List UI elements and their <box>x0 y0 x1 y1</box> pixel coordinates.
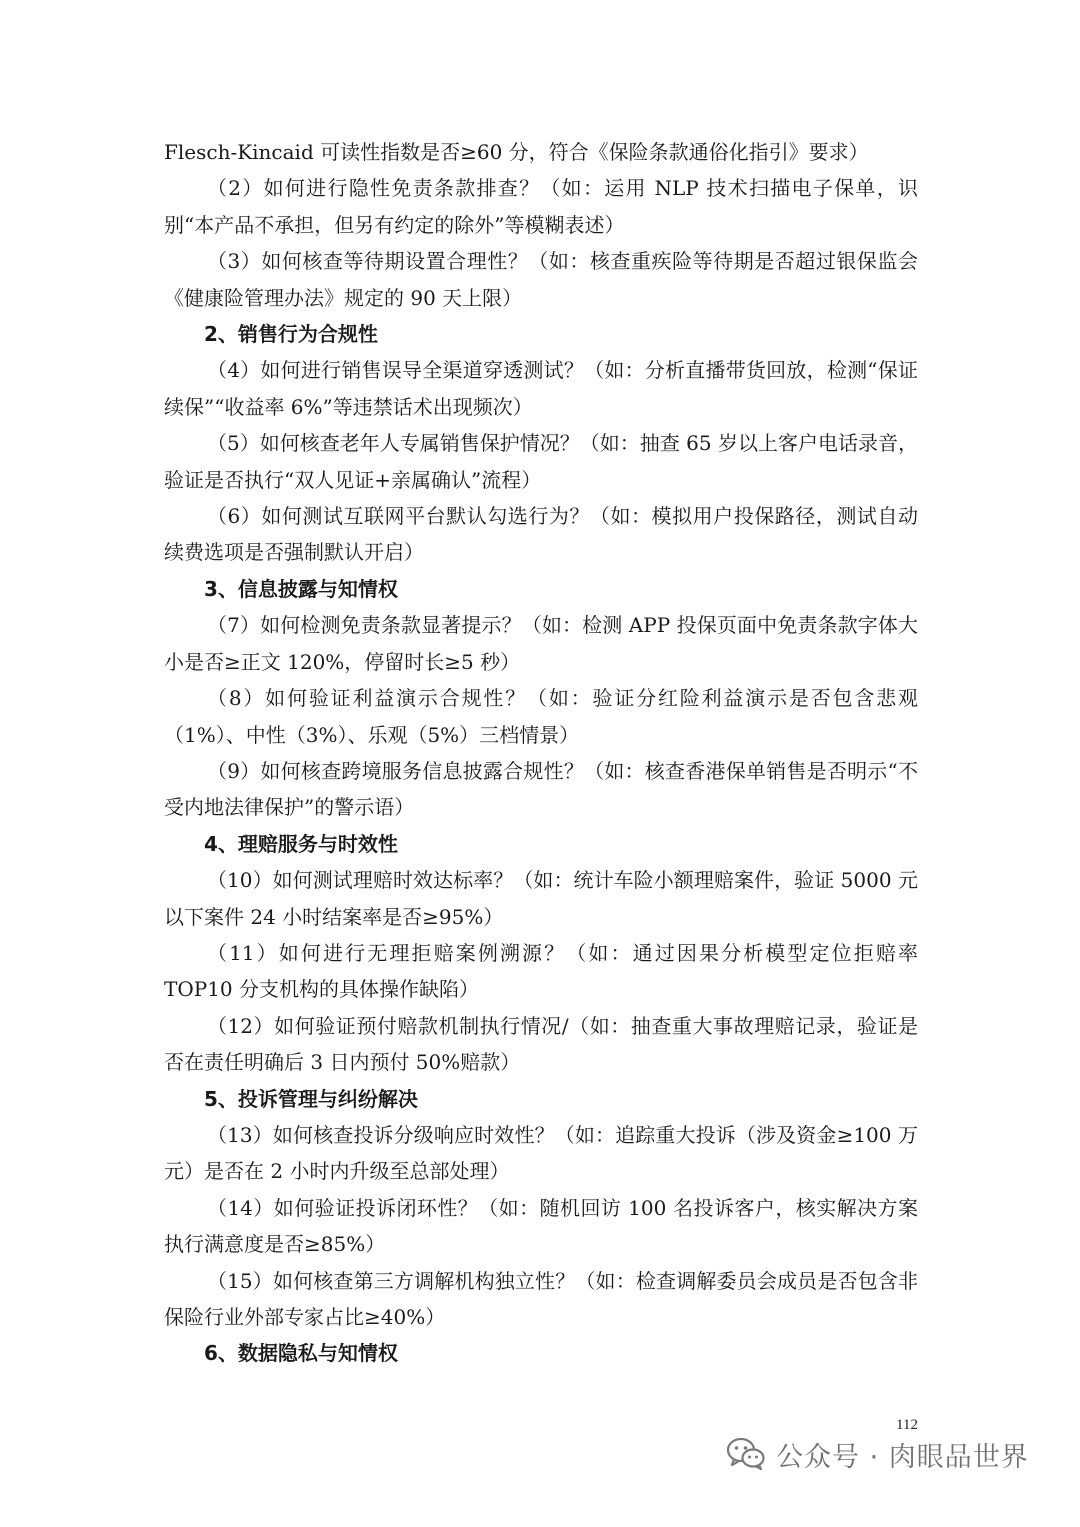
document-body <box>164 134 918 1372</box>
page-number: 112 <box>896 1417 918 1433</box>
question-item: （12）如何验证预付赔款机制执行情况/（如：抽查重大事故理赔记录，验证是否在责任明确后 3 日内预付 50%赔款） <box>164 1013 918 1075</box>
question-item: （9）如何核查跨境服务信息披露合规性？（如：核查香港保单销售是否明示“不受内地法律保护”的警示语） <box>164 758 918 820</box>
wechat-icon <box>726 1437 766 1471</box>
question-item: （5）如何核查老年人专属销售保护情况？（如：抽查 65 岁以上客户电话录音，验证是否执行“双人见证+亲属确认”流程） <box>164 431 918 492</box>
paragraph-continued: Flesch-Kincaid 可读性指数是否≥60 分，符合《保险条款通俗化指引》要求） <box>164 140 869 164</box>
question-item: （13）如何核查投诉分级响应时效性？（如：追踪重大投诉（涉及资金≥100 万元）是否在 2 小时内升级至总部处理） <box>164 1122 918 1184</box>
question-item: （2）如何进行隐性免责条款排查？（如：运用 NLP 技术扫描电子保单，识别“本产品不承担，但另有约定的除外”等模糊表述） <box>164 176 918 237</box>
section-heading: 4、理赔服务与时效性 <box>204 831 398 856</box>
watermark-text: 公众号 · 肉眼品世界 <box>776 1441 1029 1473</box>
question-item: （11）如何进行无理拒赔案例溯源？（如：通过因果分析模型定位拒赔率 TOP10 分支机构的具体操作缺陷） <box>164 940 918 1002</box>
question-item: （15）如何核查第三方调解机构独立性？（如：检查调解委员会成员是否包含非保险行业外部专家占比≥40%） <box>164 1268 918 1329</box>
question-item: （14）如何验证投诉闭环性？（如：随机回访 100 名投诉客户，核实解决方案执行满意度是否≥85%） <box>164 1195 918 1257</box>
watermark <box>726 1430 1029 1478</box>
section-heading: 2、销售行为合规性 <box>204 322 378 347</box>
section-heading: 3、信息披露与知情权 <box>204 576 398 601</box>
question-item: （4）如何进行销售误导全渠道穿透测试？（如：分析直播带货回放，检测“保证续保”“收益率 6%”等违禁话术出现频次） <box>164 358 918 419</box>
section-heading: 6、数据隐私与知情权 <box>204 1341 398 1366</box>
section-heading: 5、投诉管理与纠纷解决 <box>204 1086 418 1111</box>
question-item: （7）如何检测免责条款显著提示？（如：检测 APP 投保页面中免责条款字体大小是否≥正文 120%，停留时长≥5 秒） <box>164 613 918 674</box>
question-item: （3）如何核查等待期设置合理性？（如：核查重疾险等待期是否超过银保监会《健康险管理办法》规定的 90 天上限） <box>164 249 918 310</box>
question-item: （8）如何验证利益演示合规性？（如：验证分红险利益演示是否包含悲观（1%）、中性（3%）、乐观（5%）三档情景） <box>164 686 918 747</box>
question-item: （10）如何测试理赔时效达标率？（如：统计车险小额理赔案件，验证 5000 元以下案件 24 小时结案率是否≥95%） <box>164 868 918 929</box>
question-item: （6）如何测试互联网平台默认勾选行为？（如：模拟用户投保路径，测试自动续费选项是否强制默认开启） <box>164 504 918 565</box>
